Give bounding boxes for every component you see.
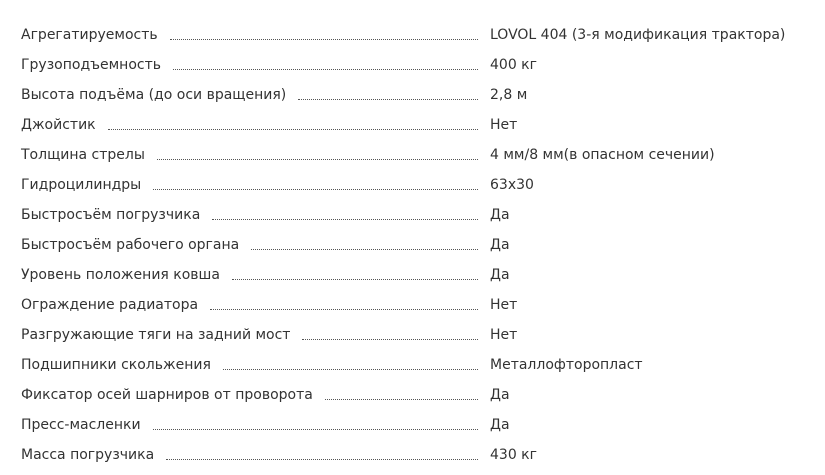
dotted-leader — [302, 339, 478, 340]
spec-label: Гидроцилиндры — [21, 177, 142, 193]
dotted-leader — [325, 399, 478, 400]
dotted-leader — [298, 99, 478, 100]
spec-value: 4 мм/8 мм(в опасном сечении) — [490, 147, 715, 163]
dotted-leader — [210, 309, 478, 310]
spec-label: Агрегатируемость — [21, 27, 158, 43]
dotted-leader — [153, 429, 478, 430]
dotted-leader — [223, 369, 478, 370]
spec-value: Да — [490, 207, 510, 223]
dotted-leader — [108, 129, 478, 130]
spec-row — [21, 140, 825, 170]
spec-row — [21, 290, 825, 320]
spec-label: Быстросъём погрузчика — [21, 207, 201, 223]
spec-value: 2,8 м — [490, 87, 528, 103]
spec-value: 400 кг — [490, 57, 537, 73]
spec-row — [21, 350, 825, 380]
spec-label: Разгружающие тяги на задний мост — [21, 327, 291, 343]
spec-label: Ограждение радиатора — [21, 297, 199, 313]
spec-value: Да — [490, 417, 510, 433]
spec-value: 63х30 — [490, 177, 534, 193]
spec-label: Грузоподъемность — [21, 57, 162, 73]
spec-row — [21, 230, 825, 260]
spec-value: Да — [490, 387, 510, 403]
spec-row — [21, 380, 825, 410]
spec-label: Фиксатор осей шарниров от проворота — [21, 387, 313, 403]
spec-row — [21, 110, 825, 140]
spec-value: LOVOL 404 (3-я модификация трактора) — [490, 27, 786, 43]
spec-row — [21, 80, 825, 110]
spec-row — [21, 20, 825, 50]
dotted-leader — [212, 219, 478, 220]
dotted-leader — [251, 249, 478, 250]
spec-label: Быстросъём рабочего органа — [21, 237, 240, 253]
dotted-leader — [232, 279, 478, 280]
spec-value: Да — [490, 267, 510, 283]
spec-row — [21, 50, 825, 80]
spec-value: Да — [490, 237, 510, 253]
spec-row — [21, 440, 825, 470]
spec-label: Пресс-масленки — [21, 417, 141, 433]
dotted-leader — [153, 189, 478, 190]
spec-label: Подшипники скольжения — [21, 357, 211, 373]
spec-label: Масса погрузчика — [21, 447, 155, 463]
dotted-leader — [170, 39, 478, 40]
dotted-leader — [157, 159, 478, 160]
spec-row — [21, 410, 825, 440]
spec-value: Металлофторопласт — [490, 357, 643, 373]
spec-row — [21, 200, 825, 230]
spec-label: Толщина стрелы — [21, 147, 145, 163]
spec-label: Высота подъёма (до оси вращения) — [21, 87, 287, 103]
spec-row — [21, 260, 825, 290]
spec-label: Уровень положения ковша — [21, 267, 220, 283]
spec-row — [21, 170, 825, 200]
dotted-leader — [166, 459, 478, 460]
spec-value: 430 кг — [490, 447, 537, 463]
spec-label: Джойстик — [21, 117, 96, 133]
spec-value: Нет — [490, 297, 518, 313]
spec-value: Нет — [490, 117, 518, 133]
dotted-leader — [173, 69, 478, 70]
spec-row — [21, 320, 825, 350]
spec-value: Нет — [490, 327, 518, 343]
